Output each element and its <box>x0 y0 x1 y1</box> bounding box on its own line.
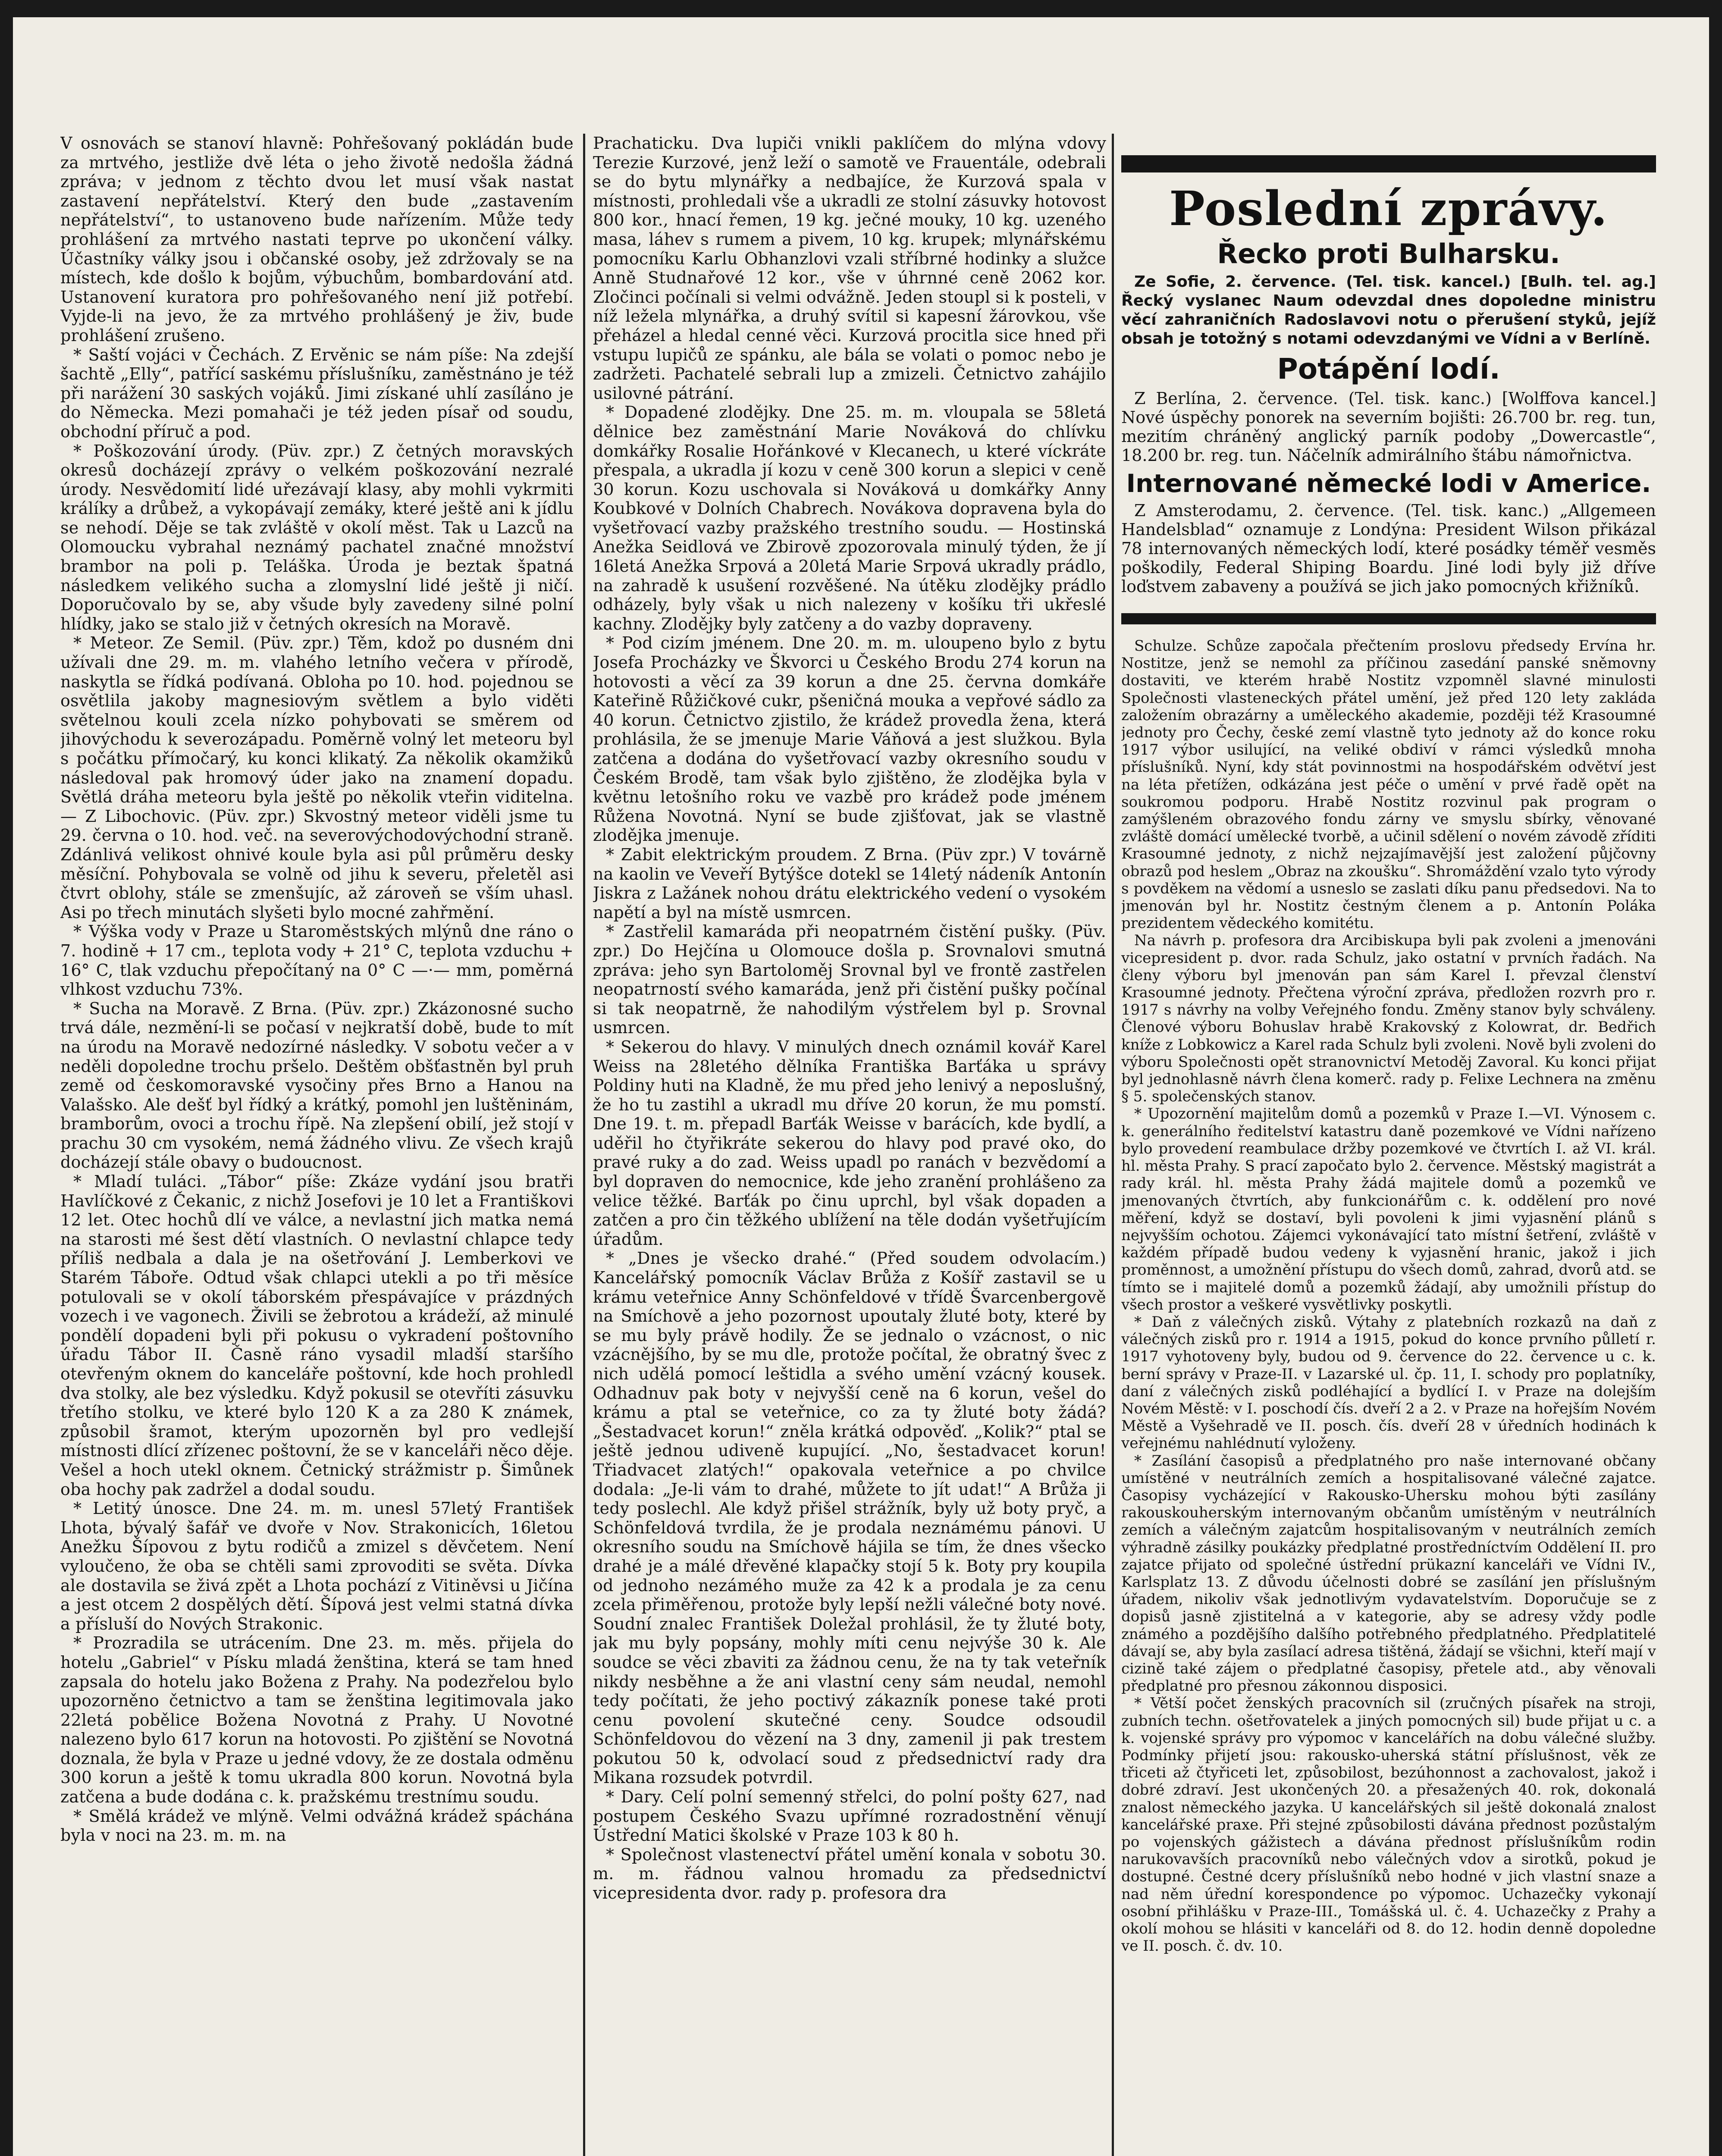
article-spending-betrayal: * Prozradila se utrácením. Dne 23. m. měs. přijela do hotelu „Gabriel“ v Písku mladá ženština, která se tam hned zapsala do hotelu jako Božena z Prahy. Na podezřelou bylo upozorněno četnictvo a tam se ženština legitimovala jako 22letá pobělice Božena Novotná z Prahy. U Novotné nalezeno bylo 617 korun na hotovosti. Po zjištění se Novotná doznala, že byla v Praze u jedné vdovy, že ze dostala odměnu 300 korun a ještě k tomu ukradla 800 korun. Novotná byla zatčena a bude dodána c. k. pražskému trestnímu soudu. <box>60 1633 574 1807</box>
article-drought-moravia: * Sucha na Moravě. Z Brna. (Püv. zpr.) Zkázonosné sucho trvá dále, nezmění-li se počasí v nejkratší době, bude to mít na úrodu na Moravě nedozírné následky. V sobotu večer a v neděli dopoledne trochu pršelo. Deštěm obšťastněn byl pruh země od českomoravské vysočiny přes Brno a Hanou na Valašsko. Ale dešť byl řídký a krátký, pomohl jen luštěninám, bramborům, ovoci a trochu řípě. Na zlepšení obilí, jež stojí v prachu 30 cm vysokém, nemá žádného vlivu. Ze všech krajů docházejí stále obavy o budoucnost. <box>60 999 574 1172</box>
column-left <box>60 134 574 2156</box>
newspaper-page <box>13 17 1709 2156</box>
article-saxon-soldiers: * Saští vojáci v Čechách. Z Ervěnic se nám píše: Na zdejší šachtě „Elly“, patřící saskému příslušníku, zaměstnáno je též při narážení 30 saských vojáků. Jimi získané uhlí zasíláno je do Německa. Mezi pomahači je též jeden písař od soudu, obchodní příruč a pod. <box>60 345 574 441</box>
article-everything-expensive: * „Dnes je všecko drahé.“ (Před soudem odvolacím.) Kancelářský pomocník Václav Brůža z Košíř zastavil se u krámu veteřnice Anny Schönfeldové v třídě Švarcenbergově na Smíchově a jeho pozornost upoutaly žluté boty, které by se mu byly právě hodily. Že se jednalo o vzácnost, o nic vzácnějšího, by se mu dle, protože počítal, že obratný švec z nich udělá pomocí leštidla a svého umění vzácný kousek. Odhadnuv pak boty v nejvyšší ceně na 6 korun, vešel do krámu a ptal se veteřnice, co za ty žluté boty žádá? „Šestadvacet korun!“ zněla krátká odpověď. „Kolik?“ ptal se ještě jednou udiveně kupující. „No, šestadvacet korun! Třiadvacet zlatých!“ opakovala veteřnice a po chvilce dodala: „Je-li vám to drahé, můžete to jít udat!“ A Brůža ji tedy poslechl. Ale když přišel strážník, byly už boty pryč, a Schönfeldová tvrdila, že je prodala neznámému pánovi. U okresního soudu na Smíchově hájila se tím, že dnes všecko drahé je a málé dřevěné klapačky stojí 5 k. Boty pry koupila od jednoho nezámého muže za 42 k a prodala je za cenu zcela přiměřenou, protože byly lepší nežli válečné boty nové. Soudní znalec František Doležal prohlásil, že ty žluté boty, jak mu byly popsány, mohly míti cenu nejvýše 30 k. Ale soudce se věci zbaviti za žádnou cenu, že na ty tak veteřník nikdy nesběhne a že ani vlastní ceny sám neudal, nemohl tedy počítati, že jeho poctivý zákazník ponese také proti cenu povolení skutečné ceny. Soudce odsoudil Schönfeldovou do vězení na 3 dny, zamenil ji pak trestem pokutou 50 k, odvolací soud z předsednictví rady dra Mikana rozsudek potvrdil. <box>593 1249 1106 1787</box>
header-bar <box>1121 155 1656 172</box>
latest-news-masthead: Poslední zprávy. <box>1169 181 1608 236</box>
article-electrocuted: * Zabit elektrickým proudem. Z Brna. (Püv zpr.) V továrně na kaolin ve Veveří Bytýšce dotekl se 14letý nádeník Antonín Jiskra z Lažánek nohou drátu elektrického vedení o vysokém napětí a byl na místě usmrcen. <box>593 845 1106 922</box>
article-elderly-abductor: * Letitý únosce. Dne 24. m. m. unesl 57letý František Lhota, bývalý šafář ve dvoře v Nov. Strakonicích, 16letou Anežku Šípovou z bytu rodičů a zmizel s děvčetem. Není vyloučeno, že oba se chtěli sami zprovoditi se světa. Dívka ale dostavila se živá zpět a Lhota pochází z Vitiněvsi u Jičína a jest otcem 2 dospělých dětí. Šípová jest velmi statná dívka a přísluší do Nových Strakonic. <box>60 1499 574 1633</box>
news-heading-interned-ships: Internované německé lodi v Americe. <box>1126 469 1651 498</box>
article-donations: * Dary. Celí polní semenný střelci, do polní pošty 627, nad postupem Českého Svazu upřímné rozradostnění věnují Ústřední Matici školské v Praze 103 k 80 h. <box>593 1787 1106 1845</box>
news-text-interned-ships: Z Amsterodamu, 2. července. (Tel. tisk. kanc.) „Allgemeen Handelsblad“ oznamuje z Londýna: President Wilson přikázal 78 internovaných německých lodí, které posádky téměř vesměs poškodily, Federal Shiping Boardu. Jiné lodi byly již dříve loďstvem zabaveny a používá se jich jako pomocných křižníků. <box>1121 501 1656 596</box>
article-female-workers: * Větší počet ženských pracovních sil (zručných písařek na stroji, zubních techn. ošetřovatelek a jiných pomocných sil) bude přijat u c. a k. vojenské správy pro výpomoc v kancelářích na dobu válečné služby. Podmínky přijetí jsou: rakousko-uherská státní příslušnost, věk ze třiceti až čtyřiceti let, způsobilost, bezúhonnost a zachovalost, jakož i dobré zdraví. Jest ukončených 20. a přesažených 40. rok, dokonalá znalost německého jazyka. U kancelářských sil ještě dokonalá znalost kancelářské praxe. Při stejné způsobilosti dávána přednost pozůstalým po vojenských gážistech a dávána přednost příslušníkům rodin narukovavších pracovníků nebo válečných vdov a sirotků, pokud je dostupné. Čestné dcery příslušníků nebo hodné v jich vlastní snaze a nad něm úřední korespondence po výpomoc. Uchazečky vykonají osobní přihlášku v Praze-III., Tomášská ul. č. 4. Uchazečky z Prahy a okolí mohou se hlásiti v kanceláři od 8. do 12. hodin denně dopoledne ve II. posch. č. dv. 10. <box>1121 1695 1656 1955</box>
article-mill-theft-end: Prachaticku. Dva lupiči vnikli paklíčem do mlýna vdovy Terezie Kurzové, jenž leží o samotě ve Frauentále, odebrali se do bytu mlynářky a nedbajíce, že Kurzová spala v místnosti, prohledali vše a ukradli ze stolní zásuvky hotovost 800 kor., hnací řemen, 19 kg. ječné mouky, 10 kg. uzeného masa, láhev s rumem a pivem, 10 kg. krupek; mlynářskému pomocníku Karlu Obhanzlovi vzali stříbrné hodinky a služce Anně Studnařové 12 kor., vše v úhrnné ceně 2062 kor. Zločinci počínali si velmi odvážně. Jeden stoupl si k posteli, v níž ležela mlynářka, a druhý svítil si kapesní žárovkou, vše přeházel a hledal cenné věci. Kurzová procitla sice hned při vstupu lupičů ze spánku, ale bála se volati o pomoc nebo je zadržeti. Pachatelé sebrali lup a zmizeli. Četnictvo zahájilo usilovné pátrání. <box>593 134 1106 403</box>
article-mill-theft-start: * Smělá krádež ve mlýně. Velmi odvážná krádež spáchána byla v noci na 23. m. m. na <box>60 1806 574 1845</box>
article-shot-comrade: * Zastřelil kamaráda při neopatrném čistění pušky. (Püv. zpr.) Do Hejčína u Olomouce došla p. Srovnalovi smutná zpráva: jeho syn Bartoloměj Srovnal byl ve frontě zastřelen neopatrností svého kamaráda, jenž při čistění pušky počínal si tak neopatrně, že nahodilým výstřelem byl p. Srovnal usmrcen. <box>593 922 1106 1037</box>
news-text-greece: Ze Sofie, 2. července. (Tel. tisk. kancel.) [Bulh. tel. ag.] Řecký vyslanec Naum odevzdal dnes dopoledne ministru věcí zahraničních Radoslavovi notu o přerušení styků, jejíž obsah je totožný s notami odevzdanými ve Vídni a v Berlíně. <box>1121 273 1656 348</box>
article-art-society-cont: Schulze. Schůze započala přečtením proslovu předsedy Ervína hr. Nostitze, jenž se nemohl za příčinou zasedání panské sněmovny dostaviti, ve kterém hrabě Nostitz vzpomněl slavné minulosti Společnosti vlasteneckých přátel umění, jež před 120 lety zakláda založením obrazárny a uměleckého akademie, později též Krasoumné jednoty pro Čechy, české zemí vlastně tyto jednoty až do konce roku 1917 výbor usilující, na veliké obdiví v rámci výsledků mnoha příslušníků. Nyní, kdy stát povinnostmi na hospodářském odvětví jest na léta přetížen, odkázána jest péče o umění v prvé řadě opět na soukromou podporu. Hrabě Nostitz rozvinul pak program o zamýšleném obrazového fondu zárny ve smyslu sbírky, věnované zvláště domácí umělecké tvorbě, a učinil sdělení o novém závodě zříditi Krasoumné jednoty, z nichž nejzajímavější jest založení půjčovny obrazů pod heslem „Obraz na zkoušku“. Shromáždění vzalo tyto výrody s povděkem na vědomí a usneslo se zaslati díku panu předsedovi. Na to jmenován byl hr. Nostitz čestným členem a p. Antonín Poláka prezidentem vědeckého komitétu. <box>1121 637 1656 932</box>
column-rule <box>583 134 585 2156</box>
column-rule <box>1112 134 1114 2156</box>
column-right <box>1121 155 1656 2156</box>
article-art-society-start: * Společnost vlastenectví přátel umění konala v sobotu 30. m. m. řádnou valnou hromadu za předsednictví vicepresidenta dvor. rady p. profesora dra <box>593 1845 1106 1903</box>
article-water-level: * Výška vody v Praze u Staroměstských mlýnů dne ráno o 7. hodině + 17 cm., teplota vody + 21° C, teplota vzduchu + 16° C, tlak vzduchu přepočítaný na 0° C —·— mm, poměrná vlhkost vzduchu 73%. <box>60 922 574 999</box>
article-young-vagrants: * Mladí tuláci. „Tábor“ píše: Zkáze vydání jsou bratři Havlíčkové z Čekanic, z nichž Josefovi je 10 let a Františkovi 12 let. Otec hochů dlí ve válce, a nevlastní jich matka nemá na starosti mé šest dětí vlastních. O nevlastní chlapce tedy příliš nedbala a dala je na ošetřování J. Lemberkovi ve Starém Táboře. Odtud však chlapci utekli a po tři měsíce potulovali se v okolí táborském přespávajíce v prázdných vozech i ve vagonech. Živili se žebrotou a krádeží, až minulé pondělí dopadeni byli při pokusu o vykradení poštovního úřadu Tábor II. Časně ráno vysadil mladší staršího otevřeným oknem do kanceláře poštovní, kde hoch prohledl dva stolky, ale bez výsledku. Když pokusil se otevříti zásuvku třetího stolku, ve které bylo 120 K a za 280 K známek, způsobil šramot, kterým upozorněn byl pro vedlejší místnosti dlící zřízenec poštovní, že se v kanceláři něco děje. Vešel a hoch utekl oknem. Četnický strážmistr p. Šimůnek oba hochy pak zadržel a dodal soudu. <box>60 1172 574 1499</box>
article-false-name: * Pod cizím jménem. Dne 20. m. m. uloupeno bylo z bytu Josefa Procházky ve Škvorci u Českého Brodu 274 korun na hotovosti a věcí za 39 korun a dne 25. června domkáře Kateřině Růžičkové cukr, pšeničná mouka a vepřové sádlo za 40 korun. Četnictvo zjistilo, že krádež provedla žena, která prohlásila, že se jmenuje Marie Váňová a jest služkou. Byla zatčena a dodána do vyšetřovací vazby okresního soudu v Českém Brodě, tam však bylo zjištěno, že zlodějka byla v květnu letošního roku ve vazbě pro krádež pode jménem Růžena Novotná. Nyní se bude zjišťovat, jak se vlastně zlodějka jmenuje. <box>593 633 1106 845</box>
article-art-society-elections: Na návrh p. profesora dra Arcibiskupa byli pak zvoleni a jmenováni vicepresident p. dvor. rada Schulz, jako ostatní v prvních řadách. Na členy výboru byl jmenován pan sám Karel I. převzal členství Krasoumné jednoty. Přečtena výroční zpráva, předložen rozvrh pro r. 1917 s návrhy na volby Veřejného fondu. Změny stanov byly schváleny. Členové výboru Bohuslav hrabě Krakovský z Kolowrat, dr. Bedřich kníže z Lobkowicz a Karel rada Schulz byli zvoleni. Nově byli zvoleni do výboru Společnosti opět stranovnictví Metoděj Zavoral. Ku konci přijat byl jednohlasně návrh člena komerč. rady p. Felixe Lechnera na změnu § 5. společenských stanov. <box>1121 932 1656 1106</box>
article-caught-thieves: * Dopadené zlodějky. Dne 25. m. m. vloupala se 58letá dělnice bez zaměstnání Marie Nováková do chlívku domkářky Rosalie Hořánkové v Klecanech, u které víckráte přespala, a ukradla jí kozu v ceně 300 korun a slepici v ceně 30 korun. Kozu uschovala si Nováková u domkářky Anny Koubkové v Dolních Chabrech. Novákova dopravena byla do vyšetřovací vazby pražského trestního soudu. — Hostinská Anežka Seidlová ve Zbirově zpozorovala minulý týden, že jí 16letá Anežka Srpová a 20letá Marie Srpová ukradly prádlo, na zahradě k usušení rozvěšené. Na útěku zlodějky prádlo odházely, byly však u nich nalezeny v košíku tři ukřeslé kachny. Zlodějky byly zatčeny a do vazby dopraveny. <box>593 403 1106 633</box>
article-newspaper-mailing: * Zasílání časopisů a předplatného pro naše internované občany umístěné v neutrálních zemích a hospitalisované válečné zajatce. Časopisy vycházející v Rakousko-Uhersku mohou býti zasílány rakouskouherským internovaným občanům umístěným v neutrálních zemích a válečným zajatcům hospitalisovaným v neutrálních zemích výhradně zásilky poukázky předplatné prostředníctvím Oddělení II. pro zajatce přijato od společné ústřední prükazní kanceláři ve Vídni IV., Karlsplatz 13. Z důvodu účelnosti dobré se zasílání jen příslušným úřadem, nikoliv však jednotlivým vydavatelstvím. Doporučuje se z dopisů jasně zjistitelná a v kategorie, aby se adresy vždy podle známého a pozdějšího dalšího potřebného předplatného. Předplatitelé dávají se, aby byla zasílací adresa tištěná, žádají se všichni, kteří mají v cizině také zájem o předplatné časopisy, přetele atd., aby věnovali předplatné pro přesnou zákonnou disposici. <box>1121 1452 1656 1695</box>
article-paragraph: V osnovách se stanoví hlavně: Pohřešovaný pokládán bude za mrtvého, jestliže dvě léta o jeho životě nedošla žádná zpráva; v jednom z těchto dvou let musí však nastat zastavení nepřátelství. Který den bude „zastavením nepřátelství“, to ustanoveno bude nařízením. Může tedy prohlášení za mrtvého nastati teprve po ukončení války. Účastníky války jsou i občanské osoby, jež zdržovaly se na místech, kde došlo k bojům, výbuchům, bombardování atd. Ustanovení kuratora pro pohřešovaného není již potřebí. Vyjde-li na jevo, že za mrtvého prohlášený je živ, bude prohlášení zrušeno. <box>60 134 574 345</box>
article-meteor: * Meteor. Ze Semil. (Püv. zpr.) Těm, kdož po dusném dni užívali dne 29. m. m. vlahého letního večera v přírodě, naskytla se řídká podívaná. Obloha po 10. hod. pojednou se osvětlila jakoby magnesiovým světlem a bylo viděti světelnou kouli zcela nízko pohybovati se směrem od jihovýchodu k severozápadu. Poměrně volný let meteoru byl s počátku přímočarý, ku konci klikatý. Za několik okamžiků následoval pak hromový úder jako na znamení dopadu. Světlá dráha meteoru byla ještě po několik vteřin viditelna. — Z Libochovic. (Püv. zpr.) Skvostný meteor viděli jsme tu 29. června o 10. hod. več. na severovýchodovýchodní straně. Zdánlivá velikost ohnivé koule byla asi půl průměru desky měsíční. Pohybovala se volně od jihu k severu, přeletěl asi čtvrt oblohy, stále se zmenšujíc, až zároveň se vším uhasl. Asi po třech minutách slyšeti bylo mocné zahřmění. <box>60 633 574 922</box>
article-war-profit-tax: * Daň z válečných zisků. Výtahy z platebních rozkazů na daň z válečných zisků pro r. 1914 a 1915, pokud do konce prvního půlletí r. 1917 vyhotoveny byly, budou od 9. července do 22. července u c. k. berní správy v Praze-II. v Lazarské ul. čp. 11, I. schody pro poplatníky, daní z válečných zisků podléhající a bydlící I. v Praze na dolejším Novém Městě: v I. poschodí čís. dveří 2 a 2. v Praze na hořejším Novém Městě a Vyšehradě ve II. posch. čís. dveří 28 v úředních hodinách k veřejnému nahlédnutí vyloženy. <box>1121 1313 1656 1452</box>
news-heading-sinkings: Potápění lodí. <box>1277 352 1500 385</box>
article-crop-damage: * Poškozování úrody. (Püv. zpr.) Z četných moravských okresů docházejí zprávy o velkém poškozování nezralé úrody. Nesvědomití lidé uřezávají klasy, aby mohli vykrmiti králíky a drůbež, a vykopávají zemáky, které ještě ani k jídlu se nehodí. Děje se tak zvláště v okolí měst. Tak u Lazců na Olomoucku vybrahal neznámý pachatel značné množství brambor na poli p. Teláška. Úroda je beztak špatná následkem velikého sucha a zlomyslní lidé ještě ji ničí. Doporučovalo by se, aby všude byly zavedeny silné polní hlídky, jako se stalo již v četných okresích na Moravě. <box>60 441 574 633</box>
news-text-sinkings: Z Berlína, 2. července. (Tel. tisk. kanc.) [Wolffova kancel.] Nové úspěchy ponorek na severním bojišti: 26.700 br. reg. tun, mezitím chráněný anglický parník podoby „Dowercastle“, 18.200 br. reg. tun. Náčelník admirálního štábu námořnictva. <box>1121 389 1656 465</box>
column-middle <box>593 134 1106 2156</box>
section-divider-bar <box>1121 613 1656 624</box>
news-heading-greece: Řecko proti Bulharsku. <box>1217 238 1560 270</box>
article-axe-attack: * Sekerou do hlavy. V minulých dnech oznámil kovář Karel Weiss na 28letého dělníka Františka Barťáka u správy Poldiny huti na Kladně, že mu před jeho lenivý a neposlušný, že ho tu zastihl a ukradl mu dříve 20 korun, že mu pomstí. Dne 19. t. m. přepadl Barťák Weisse v barácích, kde bydlí, a uděřil ho čtyřikráte sekerou do hlavy pod pravé oko, do pravé ruky a do zad. Weiss upadl po ranách v bezvědomí a byl dopraven do nemocnice, kde jeho zranění prohlášeno za velice těžké. Barťák po činu uprchl, byl však dopaden a zatčen a pro čin těžkého ublížení na těle dodán vyšetřujícím úřadům. <box>593 1037 1106 1249</box>
article-land-survey: * Upozornění majitelům domů a pozemků v Praze I.—VI. Výnosem c. k. generálního ředitelství katastru daně pozemkové ve Vídni nařízeno bylo provedení reambulace držby pozemkové ve čtvrtích I. až VI. král. hl. města Prahy. S prací započato bylo 2. července. Městský magistrát a rady král. hl. města Prahy žádá majitele domů a pozemků ve jmenovaných čtvrtích, aby funkcionářům c. k. oddělení pro nové měření, když se dostaví, byli povoleni k jimi vyjasnění plánů s nejvyšším ochotou. Zájemci vykonávající tato místní šetření, zvláště v každém případě budou vedeny k vyjasnění hranic, jakož i jich proměnnost, a umožnění přístupu do všech domů, zahrad, dvorů atd. se tímto se i majitelé domů a pozemků žádají, aby umožnili přístup do všech prostor a veškeré vysvětlivky poskytli. <box>1121 1105 1656 1313</box>
